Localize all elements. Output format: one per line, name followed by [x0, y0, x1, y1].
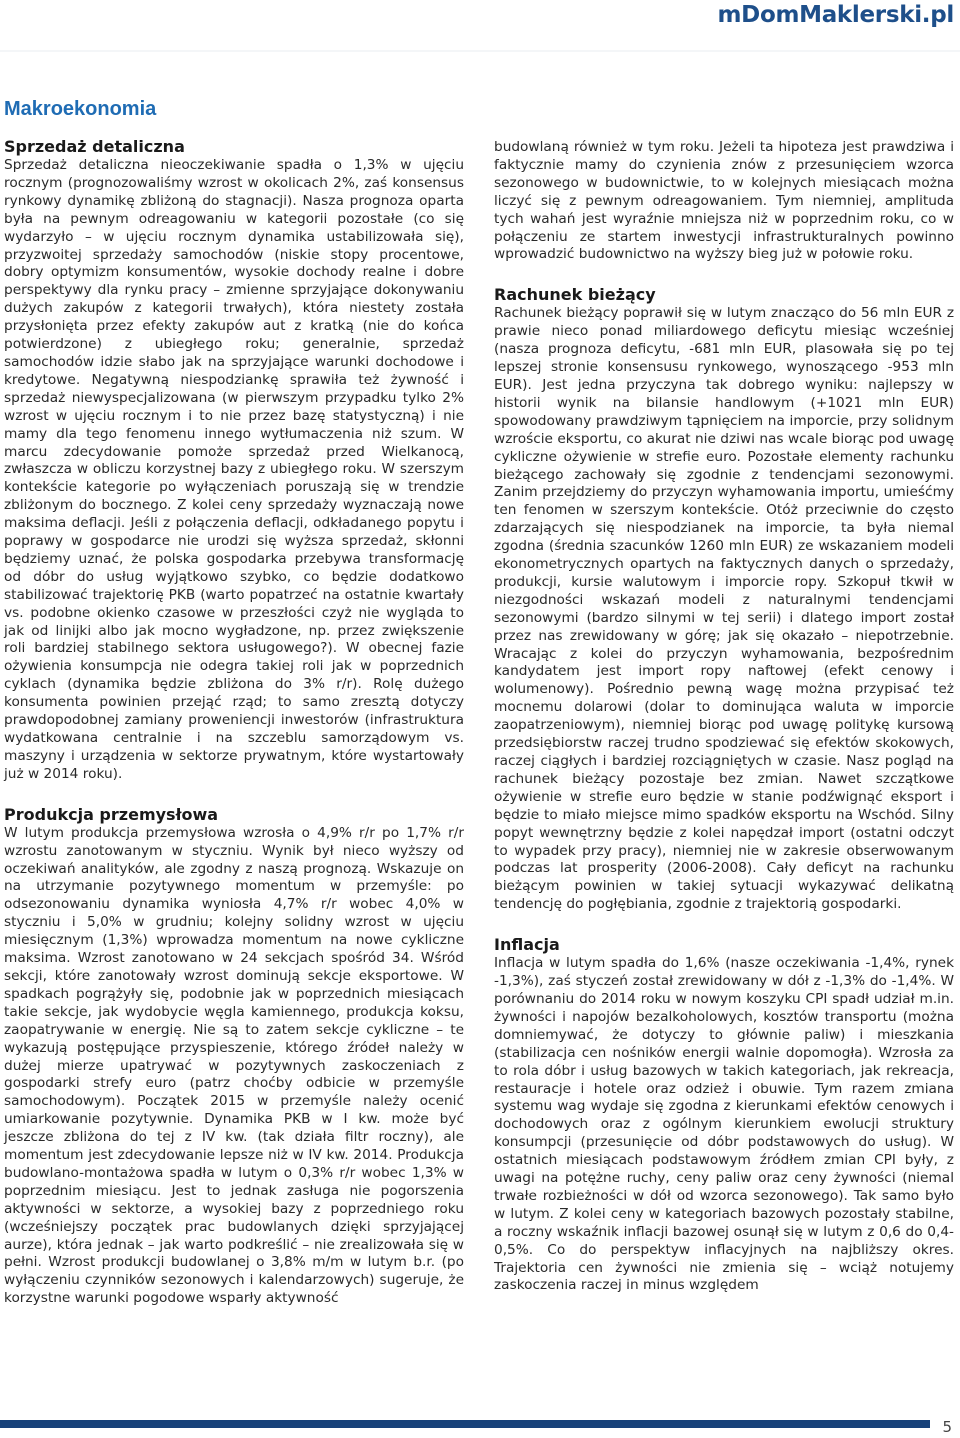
header-divider [0, 50, 960, 58]
left-column [4, 137, 464, 1308]
current-account-paragraph: Rachunek bieżący poprawił się w lutym znacząco do 56 mln EUR z prawie nieco ponad miliardowego deficytu miesiąc wcześniej (nasza prognoza deficytu, -681 mln EUR, plasowała się po tej lepszej stronie konsensusu rynkowego, wynoszącego -953 mln EUR). Jest jedna przyczyna tak dobrego wyniku: najlepszy w historii wynik na bilansie handlowym (+1021 mln EUR) spowodowany prawdziwym tąpnięciem na imporcie, przy solidnym wzroście eksportu, co akurat nie dziwi nas wcale biorąc pod uwagę cykliczne ożywienie w strefie euro. Pozostałe elementy rachunku bieżącego zachowały się zgodnie z tendencjami sezonowymi. Zanim przejdziemy do przyczyn wyhamowania importu, umieśćmy ten fenomen w szerszym kontekście. Otóż przeciwnie do często zdarzających się niespodzianek na imporcie, ta była niemal zgodna (średnia szacunków 1260 mln EUR) ze wskazaniem modeli ekonometrycznych opartych na faktycznych danych o sprzedaży, produkcji, kursie walutowym i imporcie ropy. Szkopuł tkwił w niezgodności wskazań modeli z naturalnymi tendencjami sezonowymi (bardzo silnymi w tej serii) i dlatego import został przez nas zrewidowany w górę; jak się okazało – niepotrzebnie. Wracając z kolei do przyczyn wyhamowania, bezpośrednim kandydatem jest import ropy naftowej (efekt cenowy i wolumenowy). Pośrednio pewną wagę można przypisać też mocnemu dolarowi (dolar to dominująca waluta w imporcie zaopatrzeniowym), niemniej biorąc pod uwagę politykę kursową przedsiębiorstw raczej trudno spodziewać się efektów skokowych, raczej ciągłych i bardziej rozciągniętych w czasie. Nasz pogląd na rachunek bieżący pozostaje bez zmian. Nawet szczątkowe ożywienie w strefie euro będzie w stanie podźwignąć eksport i będzie to miało miejsce mimo spadków eksportu na Wschód. Silny popyt wewnętrzny będzie z kolei napędzał import (ostatni odczyt to wypadek przy pracy), niemniej nie w zakresie obserwowanym podczas lat prosperity (2006-2008). Cały deficyt na rachunku bieżącym powinien w takiej sytuacji wykazywać delikatną tendencję do pogłębiania, zgodnie z trajektorią gospodarki. [494, 305, 954, 913]
retail-sales-heading: Sprzedaż detaliczna [4, 137, 185, 156]
construction-continuation-paragraph: budowlaną również w tym roku. Jeżeli ta hipoteza jest prawdziwa i faktycznie mamy do czynienia znów z przesunięciem wzorca sezonowego w budownictwie, to w kolejnych miesiącach można liczyć się z pewnym odreagowaniem. Tym niemniej, amplituda tych wahań jest wyraźnie mniejsza niż w poprzednim roku, co w połączeniu ze startem inwestycji infrastrukturalnych powinno wprowadzić budownictwo na wyższy bieg już w połowie roku. [494, 139, 954, 263]
section-title: Makroekonomia [4, 98, 157, 120]
page-number: 5 [942, 1418, 952, 1436]
inflation-heading: Inflacja [494, 935, 560, 955]
industrial-production-paragraph: W lutym produkcja przemysłowa wzrosła o 4,9% r/r po 1,7% r/r wzrostu zanotowanym w styczniu. Wynik był nieco wyższy od oczekiwań analityków, ale zgodny z naszą prognozą. Wskazuje on na utrzymanie pozytywnego momentum w przemyśle: po odsezonowaniu dynamika wyniosła 4,7% r/r wobec 4,0% w styczniu i 5,0% w grudniu; kolejny solidny wzrost w ujęciu miesięcznym (1,3%) wprowadza momentum na nowe cykliczne maksima. Wzrost zanotowano w 24 sekcjach spośród 34. Wśród sekcji, które zanotowały wzrost dominują sekcje eksportowe. W spadkach pogrążyły się, podobnie jak w poprzednich miesiącach takie sekcje, jak wydobycie węgla kamiennego, produkcja koksu, zaopatrywanie w energię. Nie są to zatem sekcje cykliczne – te wykazują postępujące przyspieszenie, którego źródeł należy w dużej mierze upatrywać w pozytywnych zaskoczeniach z gospodarki strefy euro (patrz choćby odbicie w przemyśle samochodowym). Początek 2015 w przemyśle należy ocenić umiarkowanie pozytywnie. Dynamika PKB w I kw. może być jeszcze zbliżona do tej z IV kw. (tak działa filtr roczny), ale momentum jest zdecydowanie lepsze niż w IV kw. 2014. Produkcja budowlano-montażowa spadła w lutym o 0,3% r/r wobec 1,3% w poprzednim miesiącu. Jest to jednak zasługa nie pogorszenia aktywności w sektorze, a wysokiej bazy z poprzedniego roku (wcześniejszy początek prac budowlanych dzięki sprzyjającej aurze), która jednak – jak warto podkreślić – nie zrealizowała się w pełni. Wzrost produkcji budowlanej o 3,8% m/m w lutym b.r. (po wyłączeniu czynników sezonowych i kalendarzowych) sugeruje, że korzystne warunki pogodowe wsparły aktywność [4, 824, 464, 1307]
brand-logo: mDomMaklerski.pl [717, 2, 954, 28]
footer-bar [0, 1420, 930, 1428]
right-column [494, 139, 954, 1295]
retail-sales-paragraph: Sprzedaż detaliczna nieoczekiwanie spadła o 1,3% w ujęciu rocznym (prognozowaliśmy wzrost w okolicach 2%, zaś konsensus rynkowy dynamikę zbliżoną do stagnacji). Nasza prognoza oparta była na pewnym odreagowaniu w kategorii pozostałe (co się wydarzyło – w ujęciu rocznym dynamika ustabilizowała się), przyzwoitej sprzedaży samochodów (niskie stopy procentowe, dobry optymizm konsumentów, wysokie dochody realne i dobre perspektywy dla rynku pracy – zmienne sprzyjające dokonywaniu dużych zakupów z kategorii trwałych), która niestety została przysłonięta przez efekty zakupów aut z kratką (nie do końca potwierdzone) z ubiegłego roku; generalnie, sprzedaż samochodów idzie słabo jak na sprzyjające warunki dochodowe i kredytowe. Negatywną niespodziankę sprawiła też żywność i sprzedaż niewyspecjalizowana (w pierwszym przypadku tylko 2% wzrost w ujęciu rocznym i to nie przez bazę statystyczną) i nie mamy dla tego fenomenu innego wytłumaczenia niż szum. W marcu zdecydowanie pomoże sprzedaż przed Wielkanocą, zwłaszcza w obliczu korzystnej bazy z ubiegłego roku. W szerszym kontekście kategorie po wyłączeniach poruszają się w trendzie zbliżonym do bocznego. Z kolei ceny sprzedaży wyznaczają nowe maksima deflacji. Jeśli z połączenia deflacji, odkładanego popytu i poprawy w gospodarce nie urodzi się wyższa sprzedaż, skłonni będziemy uznać, że polska gospodarka przebywa transformację od dóbr do usług wyjątkowo szybko, co będzie dodatkowo stabilizować trajektorię PKB (warto popatrzeć na ostatnie kwartały vs. podobne okienko czasowe w przeszłości czyż nie wygląda to jak od linijki albo jak mocno wygładzone, np. przez zwiększenie roli bardziej stabilnego sektora usługowego?). W obecnej fazie ożywienia konsumpcja nie odegra takiej roli jak w poprzednich cyklach (dynamika będzie zbliżona do 3% r/r). Rolę dużego konsumenta powinien przejąć rząd; to samo zresztą dotyczy prawdopodobnej zamiany proweniencji inwestorów (infrastruktura wydatkowana centralnie i na szczeblu samorządowym vs. maszyny i urządzenia w sektorze prywatnym, które wystartowały już w 2014 roku). [4, 157, 464, 782]
inflation-paragraph: Inflacja w lutym spadła do 1,6% (nasze oczekiwania -1,4%, rynek -1,3%), zaś styczeń został zrewidowany w dół z -1,3% do -1,4%. W porównaniu do 2014 roku w nowym koszyku CPI spadł udział m.in. żywności i napojów bezalkoholowych, kosztów transportu (można domniemywać, że dotyczy to głównie paliw) i mieszkania (stabilizacja cen nośników energii walnie dopomogła). Wzrosła za to rola dóbr i usług bazowych w takich kategoriach, jak rekreacja, restauracje i hotele oraz odzież i obuwie. Tym razem zmiana systemu wag wydaje się zgodna z kierunkami efektów cenowych i dochodowych oraz z ogólnym kierunkiem ewolucji struktury konsumpcji (przesunięcie od dóbr podstawowych do usług). W ostatnich miesiącach podstawowym źródłem zmian CPI były, z uwagi na potężne ruchy, ceny paliw oraz ceny żywności (niemal trwałe rozbieżności w dół od wzorca sezonowego). Tak samo było w lutym. Z kolei ceny w kategoriach bazowych pozostały stabilne, a roczny wskaźnik inflacji bazowej osunął się w lutym z 0,6 do 0,4-0,5%. Co do perspektyw inflacyjnych na najbliższy okres. Trajektoria cen żywności nie zmienia się – wciąż notujemy zaskoczenia raczej in minus względem [494, 955, 954, 1294]
industrial-production-heading: Produkcja przemysłowa [4, 804, 219, 824]
current-account-heading: Rachunek bieżący [494, 285, 656, 305]
